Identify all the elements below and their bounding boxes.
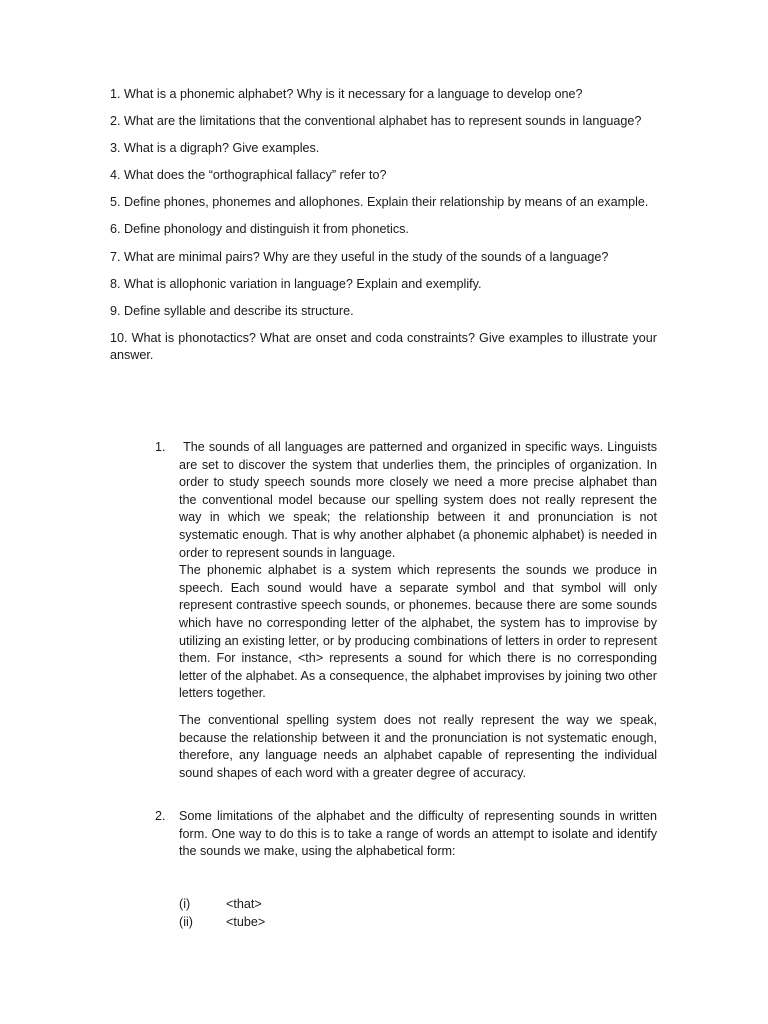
question-item: 7. What are minimal pairs? Why are they useful in the study of the sounds of a language? [110, 249, 609, 264]
answer-number: 2. [155, 809, 166, 824]
answer-paragraph: The conventional spelling system does not really represent the way we speak, because the relationship between it and the pronunciation is not systematic enough, therefore, any language needs an alphabet capable of representing the individual sound shapes of each word with a greater degree of accuracy. [179, 712, 657, 780]
example-item [179, 914, 657, 932]
question-item: 1. What is a phonemic alphabet? Why is it necessary for a language to develop one? [110, 87, 583, 101]
question-item: 10. What is phonotactics? What are onset and coda constraints? Give examples to illustrate your answer. [110, 330, 657, 363]
example-list [179, 896, 657, 931]
question-list [110, 86, 657, 375]
answer-number: 1. [155, 440, 166, 454]
question-item: 2. What are the limitations that the conventional alphabet has to represent sounds in language? [110, 114, 642, 129]
answer-item [155, 439, 661, 782]
example-item [179, 896, 657, 914]
answer-paragraph: Some limitations of the alphabet and the difficulty of representing sounds in written form. One way to do this is to take a range of words an attempt to isolate and identify the sounds we make, using the alphabetical form: [179, 809, 657, 859]
example-number: (ii) [179, 914, 193, 929]
question-item: 6. Define phonology and distinguish it from phonetics. [110, 222, 409, 237]
question-item: 8. What is allophonic variation in language? Explain and exemplify. [110, 276, 482, 291]
answer-paragraph: The sounds of all languages are patterned and organized in specific ways. Linguists are set to discover the system that underlies them, the principles of organization. In order to study speech sounds more closely we need a more precise alphabet than the conventional model because our spelling system does not really represent the way in which we speak; the relationship between it and pronunciation is not systematic enough. That is why another alphabet (a phonemic alphabet) is needed in order to represent sounds in language. [179, 440, 661, 560]
question-item: 3. What is a digraph? Give examples. [110, 141, 320, 156]
answer-paragraph: The phonemic alphabet is a system which represents the sounds we produce in speech. Each sound would have a separate symbol and that symbol will only represent contrastive speech sounds, or phonemes. because there are some sounds which have no corresponding letter of the alphabet, the system has to improvise by utilizing an existing letter, or by producing combinations of letters in order to represent them. For instance, <th> represents a sound for which there is no corresponding letter of the alphabet. As a consequence, the alphabet improvises by joining two other letters together. [179, 563, 657, 701]
question-item: 4. What does the “orthographical fallacy” refer to? [110, 168, 387, 183]
question-item: 9. Define syllable and describe its structure. [110, 303, 354, 318]
question-item: 5. Define phones, phonemes and allophones. Explain their relationship by means of an example. [110, 195, 649, 210]
example-word: <tube> [226, 914, 266, 929]
answer-list [155, 439, 661, 931]
example-number: (i) [179, 897, 191, 912]
answer-item [155, 808, 657, 931]
example-word: <that> [226, 897, 262, 912]
